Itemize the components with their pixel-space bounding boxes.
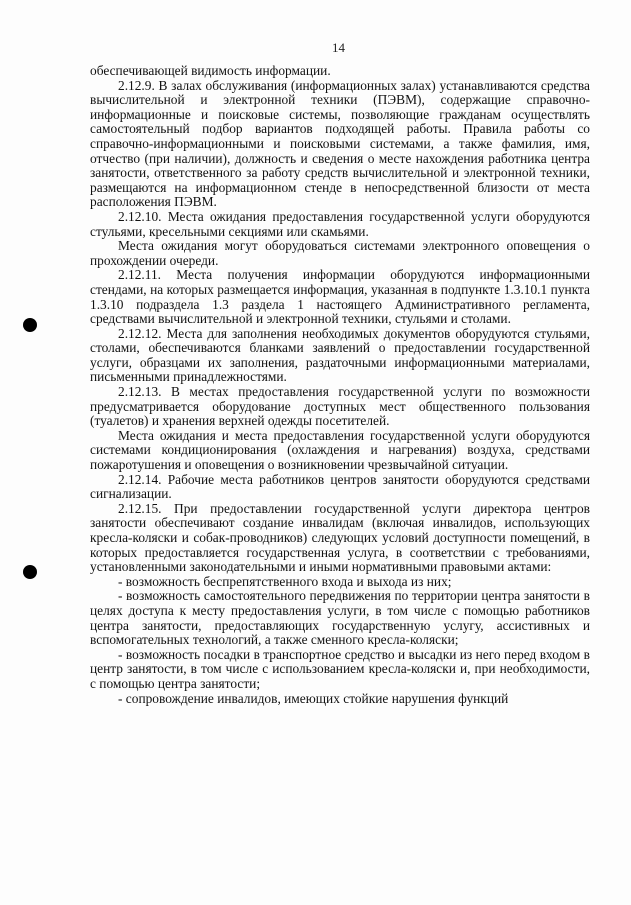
list-item: - возможность посадки в транспортное средство и высадки из него перед входом в центр занятости, в том числе с использованием кресла-коляски и, при необходимости, с помощью центра занятости; — [90, 646, 590, 691]
paragraph: 2.12.11. Места получения информации оборудуются информационными стендами, на которых размещается информация, указанная в подпункте 1.3.10.1 пункта 1.3.10 подраздела 1.3 раздела 1 настоящего Административного регламента, средствами вычислительной и электронной техники, стульями и столами. — [90, 267, 590, 327]
paragraph: 2.12.15. При предоставлении государственной услуги директора центров занятости обеспечивают создание инвалидам (включая инвалидов, использующих кресла-коляски и собак-проводников) следующих условий доступности помещений, в которых предоставляется государственная услуга, в соответствии с требованиями, установленными законодательными и иными нормативными правовыми актами: — [90, 500, 590, 575]
page-number: 14 — [332, 40, 345, 55]
paragraph: обеспечивающей видимость информации. — [90, 63, 331, 78]
paragraph: Места ожидания и места предоставления государственной услуги оборудуются системами кондиционирования (охлаждения и нагревания) воздуха, средствами пожаротушения и оповещения о возникновении чрезвычайной ситуации. — [90, 427, 590, 473]
paragraph: 2.12.12. Места для заполнения необходимых документов оборудуются стульями, столами, обеспечиваются бланками заявлений о предоставлении государственной услуги, образцами их заполнения, раздаточными информационными материалами, письменными принадлежностями. — [90, 325, 590, 385]
list-item: - возможность беспрепятственного входа и выхода из них; — [118, 573, 452, 589]
paragraph: 2.12.10. Места ожидания предоставления государственной услуги оборудуются стульями, кресельными секциями или скамьями. — [90, 208, 590, 239]
list-item: - сопровождение инвалидов, имеющих стойкие нарушения функций — [118, 690, 509, 706]
document-body — [90, 64, 590, 706]
punch-hole-mark — [23, 565, 37, 579]
punch-hole-mark — [23, 318, 37, 332]
paragraph: 2.12.14. Рабочие места работников центров занятости оборудуются средствами сигнализации. — [90, 471, 590, 502]
paragraph: 2.12.13. В местах предоставления государственной услуги по возможности предусматривается оборудование доступных мест общественного пользования (туалетов) и хранения верхней одежды посетителей. — [90, 384, 590, 429]
paragraph: Места ожидания могут оборудоваться системами электронного оповещения о прохождении очереди. — [90, 238, 590, 268]
list-item: - возможность самостоятельного передвижения по территории центра занятости в целях доступа к месту предоставления услуги, в том числе с помощью работников центра занятости, предоставляющих государственную услугу, ассистивных и вспомогательных технологий, а также сменного кресла-коляски; — [90, 588, 590, 648]
paragraph: 2.12.9. В залах обслуживания (информационных залах) устанавливаются средства вычислительной и электронной техники (ПЭВМ), содержащие справочно-информационные и поисковые системы, позволяющие гражданам осуществлять самостоятельный подбор вариантов подходящей работы. Правила работы со справочно-информационными и поисковыми системами, а также фамилия, имя, отчество (при наличии), должность и сведения о месте нахождения работника центра занятости, ответственного за работу средств вычислительной и электронной техники, размещаются на информационном стенде в непосредственной близости от места расположения ПЭВМ. — [90, 77, 590, 210]
